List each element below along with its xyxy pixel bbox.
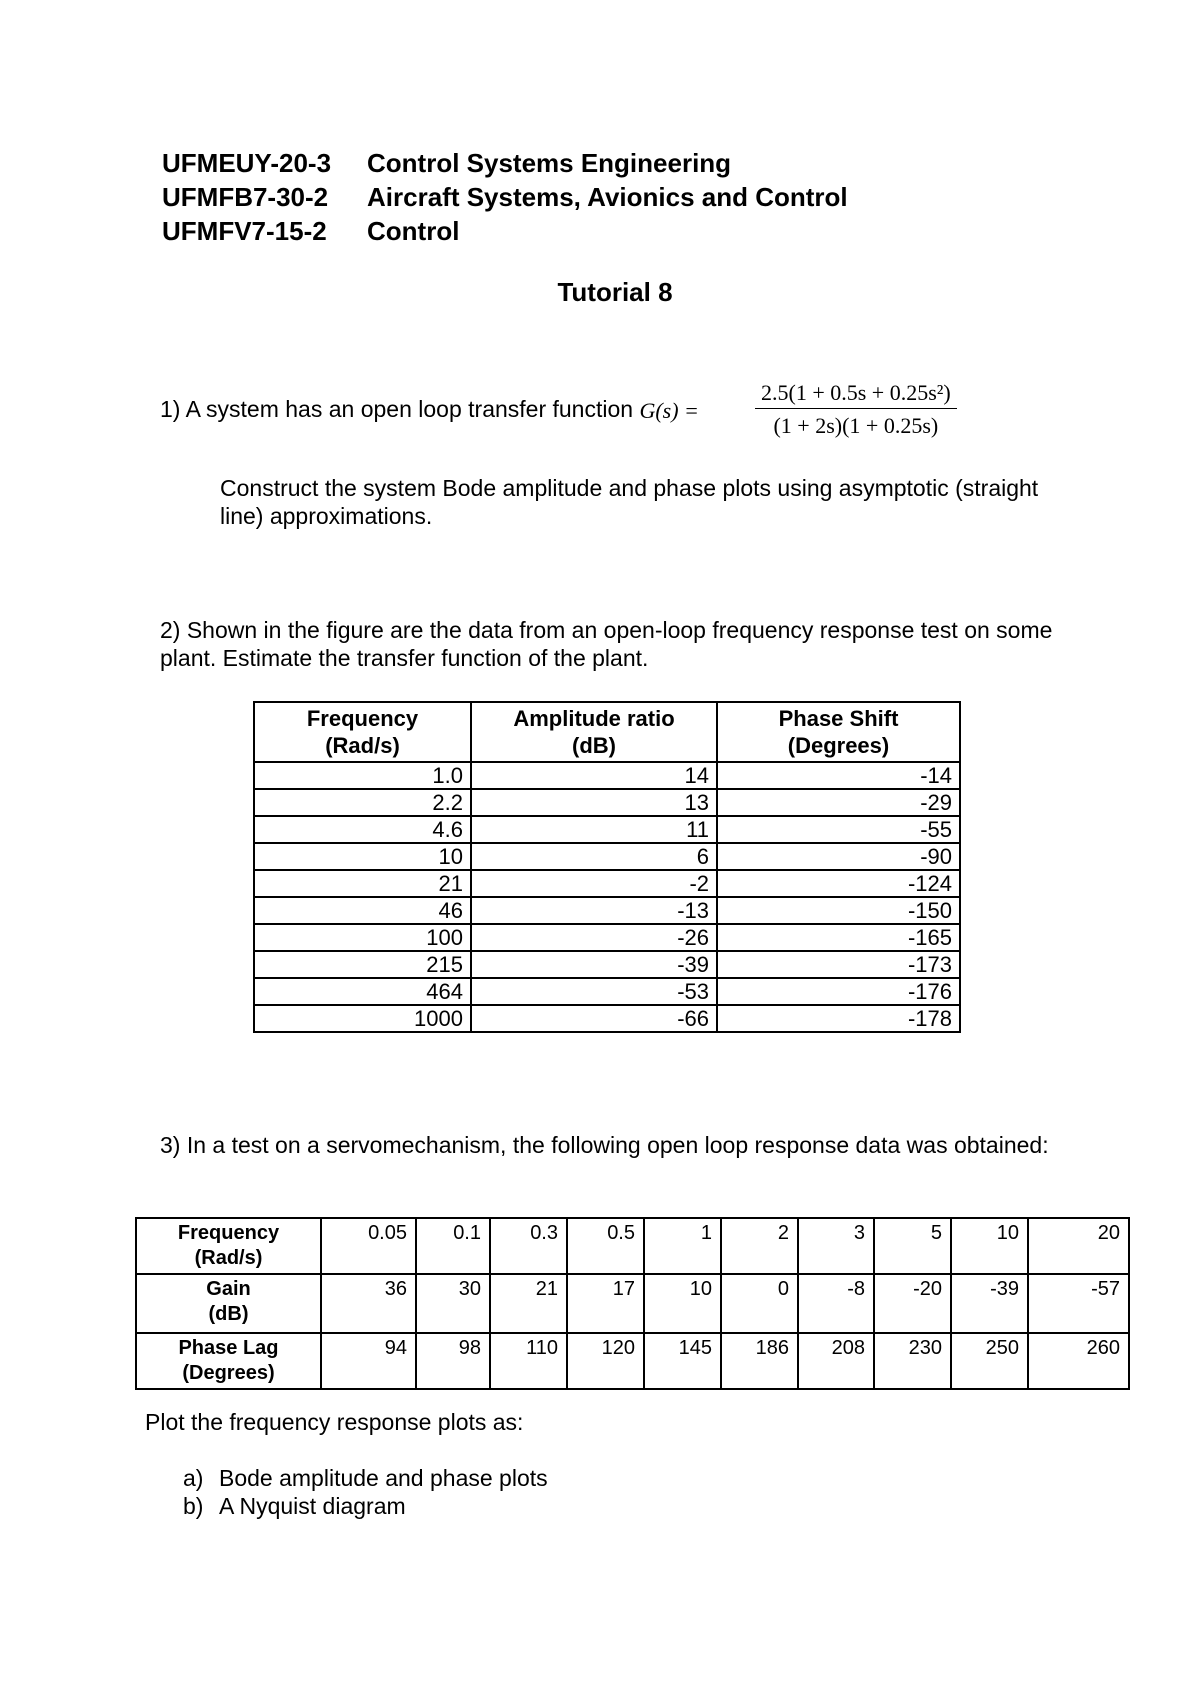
- table-cell: -66: [471, 1005, 717, 1032]
- course-code: UFMEUY-20-3: [162, 148, 332, 178]
- table-cell: 10: [644, 1274, 721, 1333]
- table-row: [254, 789, 960, 816]
- course-title: Control Systems Engineering: [367, 148, 732, 178]
- table-cell: 260: [1028, 1333, 1129, 1389]
- table-cell: 110: [490, 1333, 567, 1389]
- course-row: [162, 180, 848, 214]
- table-cell: 0.1: [416, 1218, 490, 1274]
- table-cell: 0.3: [490, 1218, 567, 1274]
- table-row: [254, 951, 960, 978]
- transfer-function-lhs: G(s) =: [639, 397, 699, 423]
- table-cell: -55: [717, 816, 960, 843]
- table-cell: 100: [254, 924, 471, 951]
- table-cell: 46: [254, 897, 471, 924]
- table-cell: 208: [798, 1333, 874, 1389]
- table-cell: -8: [798, 1274, 874, 1333]
- table-cell: -39: [951, 1274, 1028, 1333]
- row-header: Frequency (Rad/s): [136, 1218, 321, 1274]
- course-code: UFMFV7-15-2: [162, 216, 327, 246]
- q3-text: 3) In a test on a servomechanism, the following open loop response data was obtained:: [160, 1132, 1049, 1158]
- table-row: [254, 924, 960, 951]
- table-cell: 36: [321, 1274, 416, 1333]
- table-row: [136, 1218, 1129, 1274]
- transfer-function-fraction: [755, 380, 957, 439]
- table-row: [136, 1274, 1129, 1333]
- list-item: a) Bode amplitude and phase plots: [183, 1465, 548, 1491]
- tutorial-title: Tutorial 8: [557, 277, 673, 307]
- table-cell: -173: [717, 951, 960, 978]
- q1-intro: 1) A system has an open loop transfer function: [160, 396, 634, 422]
- table-cell: -165: [717, 924, 960, 951]
- table-cell: 10: [254, 843, 471, 870]
- table-row: [254, 870, 960, 897]
- course-title: Control: [367, 216, 460, 246]
- table-row: [254, 816, 960, 843]
- table-cell: 464: [254, 978, 471, 1005]
- table-cell: 120: [567, 1333, 644, 1389]
- column-header: Frequency (Rad/s): [254, 702, 471, 762]
- table-cell: 30: [416, 1274, 490, 1333]
- q3-data-table: [135, 1217, 1130, 1390]
- table-header-row: [254, 702, 960, 762]
- column-header: Phase Shift (Degrees): [717, 702, 960, 762]
- course-row: [162, 146, 848, 180]
- table-cell: -14: [717, 762, 960, 789]
- table-cell: -29: [717, 789, 960, 816]
- table-row: [254, 1005, 960, 1032]
- course-title: Aircraft Systems, Avionics and Control: [367, 182, 848, 212]
- table-cell: 17: [567, 1274, 644, 1333]
- table-cell: 1000: [254, 1005, 471, 1032]
- table-cell: 215: [254, 951, 471, 978]
- q2-text: 2) Shown in the figure are the data from an open-loop frequency response test on some plant. Estimate the transfer function of the plant.: [160, 617, 1053, 671]
- table-cell: 21: [490, 1274, 567, 1333]
- table-cell: 250: [951, 1333, 1028, 1389]
- table-cell: 10: [951, 1218, 1028, 1274]
- table-cell: 230: [874, 1333, 951, 1389]
- table-cell: 11: [471, 816, 717, 843]
- table-cell: 20: [1028, 1218, 1129, 1274]
- table-cell: 145: [644, 1333, 721, 1389]
- table-cell: 0: [721, 1274, 798, 1333]
- table-cell: -178: [717, 1005, 960, 1032]
- table-row: [136, 1333, 1129, 1389]
- table-cell: 1: [644, 1218, 721, 1274]
- table-cell: -2: [471, 870, 717, 897]
- table-cell: 6: [471, 843, 717, 870]
- course-list: [162, 146, 848, 248]
- q2-data-table: [253, 701, 961, 1033]
- table-cell: -20: [874, 1274, 951, 1333]
- table-cell: 1.0: [254, 762, 471, 789]
- table-cell: 2.2: [254, 789, 471, 816]
- table-cell: -13: [471, 897, 717, 924]
- table-cell: 14: [471, 762, 717, 789]
- table-cell: 94: [321, 1333, 416, 1389]
- row-header: Phase Lag (Degrees): [136, 1333, 321, 1389]
- table-cell: 5: [874, 1218, 951, 1274]
- table-cell: 21: [254, 870, 471, 897]
- table-row: [254, 897, 960, 924]
- table-cell: -90: [717, 843, 960, 870]
- table-cell: -150: [717, 897, 960, 924]
- transfer-function-numerator: 2.5(1 + 0.5s + 0.25s²): [755, 380, 957, 409]
- table-cell: -53: [471, 978, 717, 1005]
- table-cell: 2: [721, 1218, 798, 1274]
- table-cell: 13: [471, 789, 717, 816]
- table-cell: 186: [721, 1333, 798, 1389]
- table-cell: -26: [471, 924, 717, 951]
- table-cell: 0.5: [567, 1218, 644, 1274]
- list-item: b) A Nyquist diagram: [183, 1493, 406, 1519]
- transfer-function-denominator: (1 + 2s)(1 + 0.25s): [773, 413, 939, 438]
- table-cell: 3: [798, 1218, 874, 1274]
- table-row: [254, 978, 960, 1005]
- table-cell: -176: [717, 978, 960, 1005]
- table-row: [254, 762, 960, 789]
- table-row: [254, 843, 960, 870]
- course-code: UFMFB7-30-2: [162, 182, 329, 212]
- table-cell: 0.05: [321, 1218, 416, 1274]
- table-cell: -39: [471, 951, 717, 978]
- table-cell: 98: [416, 1333, 490, 1389]
- q1-instruction: Construct the system Bode amplitude and phase plots using asymptotic (straight line) approximations.: [220, 475, 1039, 529]
- column-header: Amplitude ratio (dB): [471, 702, 717, 762]
- plot-list: [183, 1464, 548, 1520]
- table-cell: -57: [1028, 1274, 1129, 1333]
- q1-intro-line: [160, 395, 699, 425]
- course-row: [162, 214, 848, 248]
- row-header: Gain (dB): [136, 1274, 321, 1333]
- plot-instruction: Plot the frequency response plots as:: [145, 1409, 524, 1435]
- table-cell: -124: [717, 870, 960, 897]
- table-cell: 4.6: [254, 816, 471, 843]
